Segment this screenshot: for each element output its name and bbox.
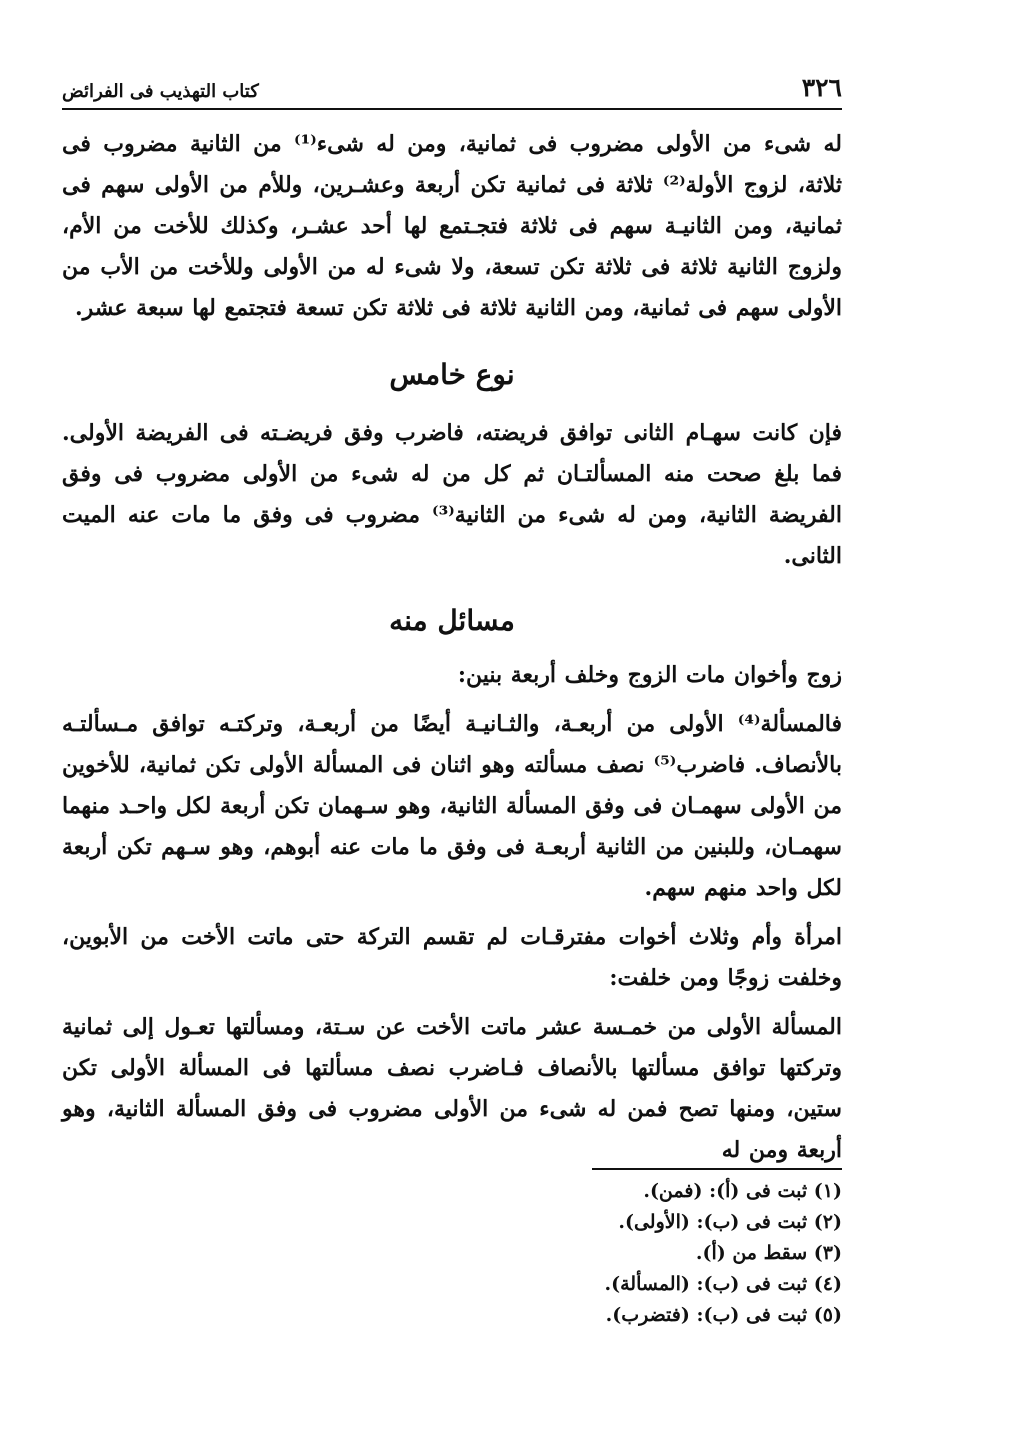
section-heading: نوع خامس bbox=[389, 358, 515, 391]
main-text bbox=[62, 124, 842, 1171]
footnote-item: (٢) ثبت فى (ب): (الأولى). bbox=[618, 1211, 842, 1233]
paragraph-continuation: له شىء من الأولى مضروب فى ثمانية، ومن له شىء⁽¹⁾ من الثانية مضروب فى ثلاثة، لزوج الأولة⁽²⁾ ثلاثة فى ثمانية تكن أربعة وعشـرين، وللأم من الأولى سهم فى ثمانية، ومن الثانيـة سهم فى ثلاثة فتجـتمع لها أحد عشـر، وكذلك للأخت من الأم، ولزوج الثانية ثلاثة فى ثلاثة تكن تسعة، ولا شىء له من الأولى وللأخت من الأب من الأولى سهم فى ثمانية، ومن الثانية ثلاثة فى ثلاثة تكن تسعة فتجتمع لها سبعة عشر. bbox=[62, 131, 843, 321]
paragraph-solution-1: فالمسألة⁽⁴⁾ الأولى من أربعـة، والثـانيـة أيضًا من أربعـة، وتركتـه توافق مـسألتـه بالأنصاف. فاضرب⁽⁵⁾ نصف مسألته وهو اثنان فى المسألة الأولى تكن ثمانية، للأخوين من الأولى سهمـان فى وفق المسألة الثانية، وهو سـهمان تكن أربعة لكل واحـد منهما سهمـان، وللبنين من الثانية أربعـة فى وفق ما مات عنه أبوهم، وهو سـهم تكن أربعة لكل واحد منهم سهم. bbox=[62, 711, 842, 901]
book-page bbox=[62, 68, 842, 1408]
footnote-item: (٤) ثبت فى (ب): (المسألة). bbox=[604, 1273, 842, 1295]
paragraph-problem-2: امرأة وأم وثلاث أخوات مفترقـات لم تقسم التركة حتى ماتت الأخت من الأبوين، وخلفت زوجًا ومن خلفت: bbox=[62, 924, 842, 991]
paragraph-solution-2: المسألة الأولى من خمـسة عشر ماتت الأخت عن سـتة، ومسألتها تعـول إلى ثمانية وتركتها توافق مسألتها بالأنصاف فـاضرب نصف مسألتها فى المسألة الأولى تكن ستين، ومنها تصح فمن له شىء من الأولى مضروب فى وفق المسألة الثانية، وهو أربعة ومن له bbox=[62, 1014, 842, 1163]
footnote-item: (٣) سقط من (أ). bbox=[695, 1242, 842, 1264]
subsection-heading: مسائل منه bbox=[389, 604, 515, 637]
page-number: ٣٢٦ bbox=[801, 73, 842, 102]
footnote-item: (٥) ثبت فى (ب): (فتضرب). bbox=[605, 1304, 842, 1326]
footnote-item: (١) ثبت فى (أ): (فمن). bbox=[643, 1180, 842, 1202]
running-header bbox=[62, 68, 842, 102]
paragraph-rule: فإن كانت سهـام الثانى توافق فريضته، فاضرب وفق فريضـته فى الفريضة الأولى. فما بلغ صحت منه المسألتـان ثم كل من له شىء من الأولى مضروب فى وفق الفريضة الثانية، ومن له شىء من الثانية⁽³⁾ مضروب فى وفق ما مات عنه الميت الثانى. bbox=[62, 420, 842, 569]
footnote-rule bbox=[592, 1168, 842, 1170]
footnote-list bbox=[442, 1176, 842, 1331]
header-rule bbox=[62, 108, 842, 110]
book-title: كتاب التهذيب فى الفرائض bbox=[62, 81, 259, 102]
paragraph-problem-1: زوج وأخوان مات الزوج وخلف أربعة بنين: bbox=[457, 662, 842, 688]
